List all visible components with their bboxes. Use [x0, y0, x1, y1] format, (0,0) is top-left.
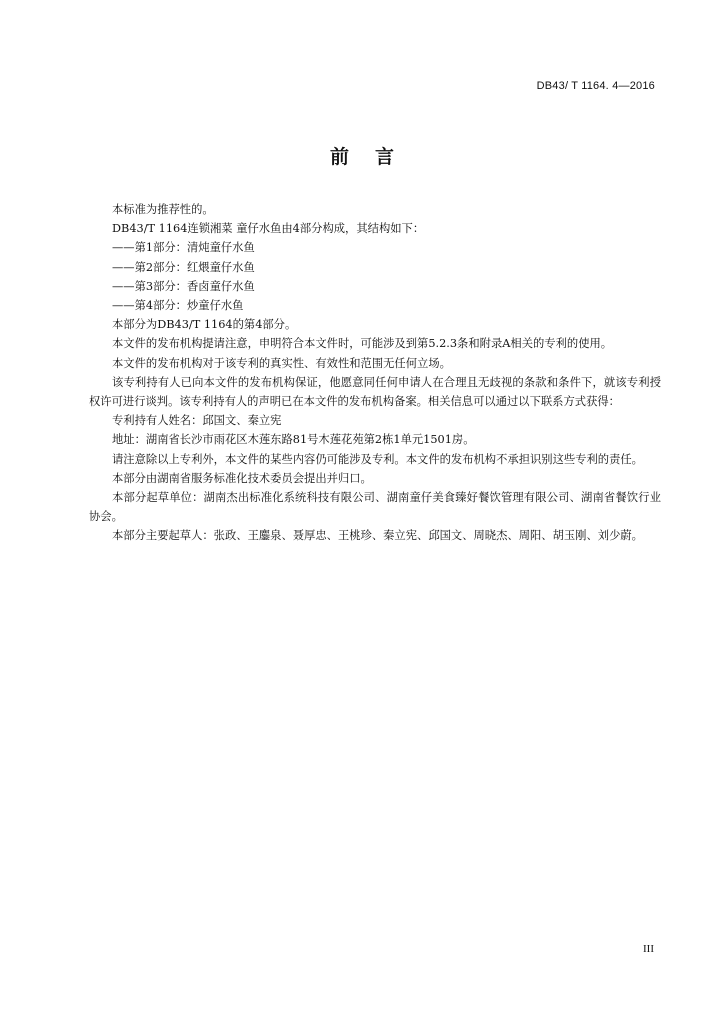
paragraph: 本部分起草单位：湖南杰出标准化系统科技有限公司、湖南童仔美食臻好餐饮管理有限公司、湖南省餐饮行业协会。: [89, 491, 661, 524]
paragraph: 本部分主要起草人：张政、王鏖泉、聂厚忠、王桃珍、秦立宪、邱国文、周晓杰、周阳、胡玉刚、刘少蔚。: [112, 529, 643, 543]
list-item: ——第3部分：香卤童仔水鱼: [112, 279, 255, 293]
paragraph: 本标准为推荐性的。: [112, 203, 214, 216]
paragraph: 地址：湖南省长沙市雨花区木莲东路81号木莲花苑第2栋1单元1501房。: [112, 433, 475, 447]
page-number: III: [643, 943, 654, 955]
page-title: 前言: [329, 146, 420, 168]
paragraph: 本部分为DB43/T 1164的第4部分。: [112, 318, 297, 332]
document-body: [89, 200, 661, 546]
paragraph: 请注意除以上专利外，本文件的某些内容仍可能涉及专利。本文件的发布机构不承担识别这些专利的责任。: [112, 452, 643, 466]
paragraph: 本文件的发布机构对于该专利的真实性、有效性和范围无任何立场。: [112, 356, 451, 370]
paragraph: 本部分由湖南省服务标准化技术委员会提出并归口。: [112, 471, 372, 485]
list-item: ——第2部分：红煨童仔水鱼: [112, 260, 255, 274]
paragraph: DB43/T 1164连锁湘菜 童仔水鱼由4部分构成，其结构如下：: [112, 222, 425, 236]
list-item: ——第1部分：清炖童仔水鱼: [112, 241, 255, 255]
list-item: ——第4部分：炒童仔水鱼: [112, 299, 244, 313]
document-code: DB43/ T 1164. 4—2016: [536, 80, 655, 92]
paragraph: 专利持有人姓名：邱国文、秦立宪: [112, 414, 282, 428]
paragraph: 该专利持有人已向本文件的发布机构保证，他愿意同任何申请人在合理且无歧视的条款和条件下，就该专利授权许可进行谈判。该专利持有人的声明已在本文件的发布机构备案。相关信息可以通过以下联系方式获得：: [89, 375, 661, 409]
paragraph: 本文件的发布机构提请注意，申明符合本文件时，可能涉及到第5.2.3条和附录A相关的专利的使用。: [112, 337, 613, 351]
